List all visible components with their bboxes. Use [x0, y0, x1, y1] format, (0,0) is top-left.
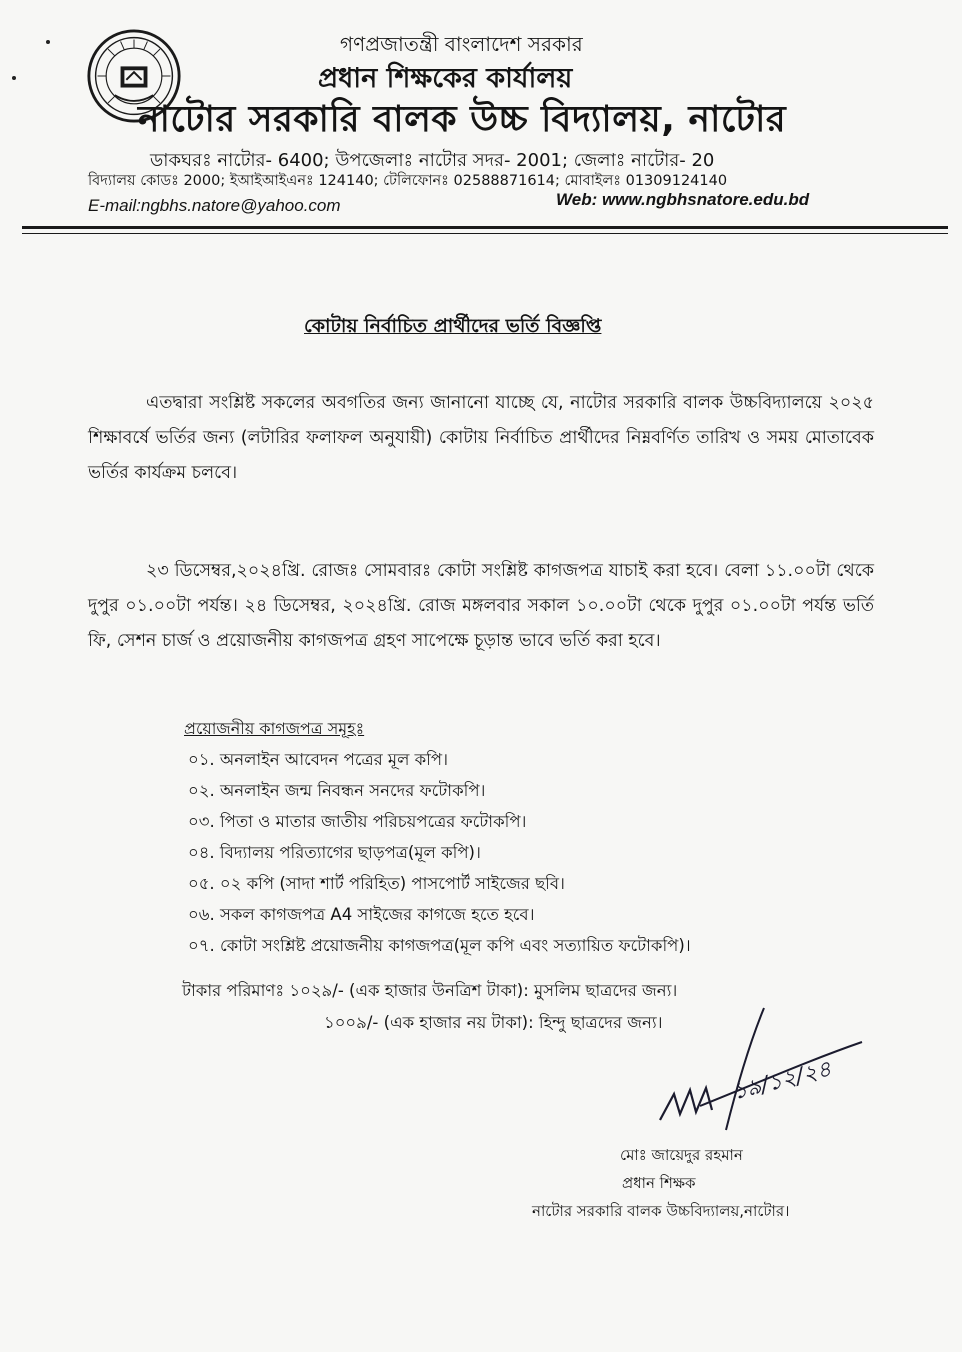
- signature-date: ১৯/১২/২৪: [730, 1056, 834, 1106]
- document-item: ০৫. ০২ কপি (সাদা শার্ট পরিহিত) পাসপোর্ট সাইজের ছবি।: [188, 874, 565, 893]
- scan-speck: [46, 40, 50, 44]
- office-heading: প্রধান শিক্ষকের কার্যালয়: [318, 63, 573, 94]
- website-address: Web: www.ngbhsnatore.edu.bd: [556, 190, 810, 209]
- notice-title: কোটায় নির্বাচিত প্রার্থীদের ভর্তি বিজ্ঞপ্তি: [304, 315, 602, 337]
- documents-heading: প্রয়োজনীয় কাগজপত্র সমূহঃ: [184, 719, 365, 738]
- school-name-heading: নাটোর সরকারি বালক উচ্চ বিদ্যালয়, নাটোর: [138, 99, 787, 140]
- signer-school: নাটোর সরকারি বালক উচ্চবিদ্যালয়,নাটোর।: [532, 1202, 790, 1220]
- header-divider-thin: [22, 233, 948, 234]
- signer-name: মোঃ জায়েদুর রহমান: [620, 1146, 743, 1164]
- header-divider-thick: [22, 226, 948, 229]
- notice-paragraph-schedule: ২৩ ডিসেম্বর,২০২৪খ্রি. রোজঃ সোমবারঃ কোটা সংশ্লিষ্ট কাগজপত্র যাচাই করা হবে। বেলা ১১.০০টা থেকে দুপুর ০১.০০টা পর্যন্ত। ২৪ ডিসেম্বর, ২০২৪খ্রি. রোজ মঙ্গলবার সকাল ১০.০০টা থেকে দুপুর ০১.০০টা পর্যন্ত ভর্তি ফি, সেশন চার্জ ও প্রয়োজনীয় কাগজপত্র গ্রহণ সাপেক্ষে চূড়ান্ত ভাবে ভর্তি করা হবে।: [88, 560, 874, 651]
- email-address: E-mail:ngbhs.natore@yahoo.com: [88, 196, 341, 215]
- codes-line: বিদ্যালয় কোডঃ 2000; ইআইআইএনঃ 124140; টেলিফোনঃ 02588871614; মোবাইলঃ 01309124140: [88, 173, 728, 189]
- signer-designation: প্রধান শিক্ষক: [622, 1174, 696, 1192]
- government-heading: গণপ্রজাতন্ত্রী বাংলাদেশ সরকার: [340, 32, 583, 56]
- document-item: ০৪. বিদ্যালয় পরিত্যাগের ছাড়পত্র(মূল কপি)।: [188, 843, 481, 862]
- document-item: ০২. অনলাইন জন্ম নিবন্ধন সনদের ফটোকপি।: [188, 781, 486, 800]
- fee-line-muslim: টাকার পরিমাণঃ ১০২৯/- (এক হাজার উনত্রিশ টাকা): মুসলিম ছাত্রদের জন্য।: [182, 981, 678, 1000]
- document-item: ০৭. কোটা সংশ্লিষ্ট প্রয়োজনীয় কাগজপত্র(মূল কপি এবং সত্যায়িত ফটোকপি)।: [188, 936, 691, 955]
- handwritten-signature: [640, 1002, 880, 1142]
- address-line: ডাকঘরঃ নাটোর- 6400; উপজেলাঃ নাটোর সদর- 2001; জেলাঃ নাটোর- 20: [150, 150, 715, 171]
- fee-line-hindu: ১০০৯/- (এক হাজার নয় টাকা): হিন্দু ছাত্রদের জন্য।: [324, 1013, 663, 1032]
- scan-speck: [12, 76, 16, 80]
- document-item: ০৬. সকল কাগজপত্র A4 সাইজের কাগজে হতে হবে।: [188, 905, 535, 924]
- document-item: ০৩. পিতা ও মাতার জাতীয় পরিচয়পত্রের ফটোকপি।: [188, 812, 527, 831]
- documents-list: [188, 744, 691, 961]
- notice-paragraph-intro: এতদ্বারা সংশ্লিষ্ট সকলের অবগতির জন্য জানানো যাচ্ছে যে, নাটোর সরকারি বালক উচ্চবিদ্যালয়ে ২০২৫ শিক্ষাবর্ষে ভর্তির জন্য (লটারির ফলাফল অনুযায়ী) কোটায় নির্বাচিত প্রার্থীদের নিম্নবর্ণিত তারিখ ও সময় মোতাবেক ভর্তির কার্যক্রম চলবে।: [88, 392, 874, 483]
- document-item: ০১. অনলাইন আবেদন পত্রের মূল কপি।: [188, 750, 448, 769]
